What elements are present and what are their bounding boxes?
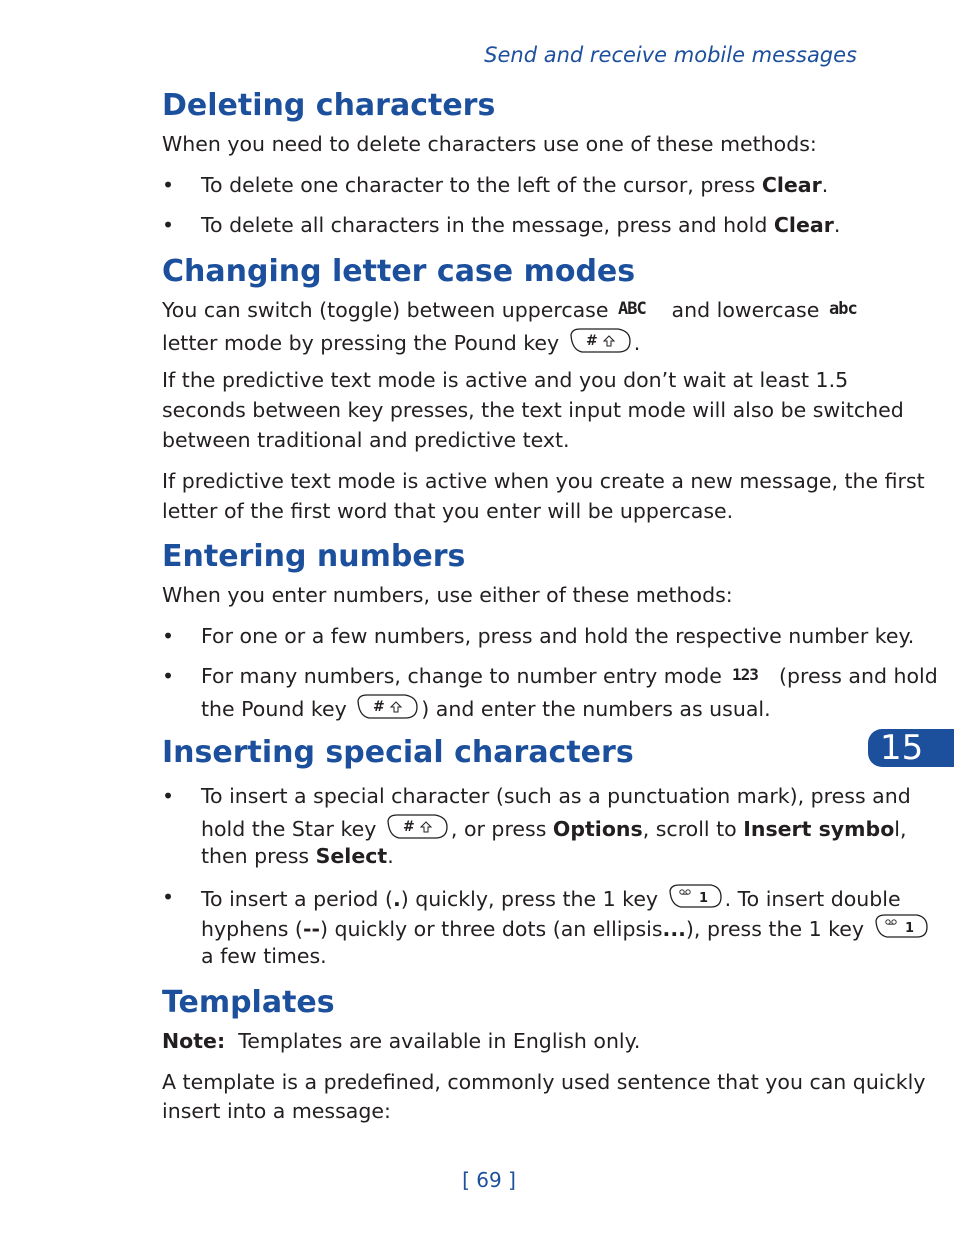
number-mode-icon xyxy=(730,662,770,692)
special-bullet-2-line-3: a few times. xyxy=(201,944,327,968)
heading-templates: Templates xyxy=(162,985,335,1020)
options-label: Options xyxy=(552,817,643,841)
special-bullet-1-line-1: To insert a special character (such as a punctuation mark), press and xyxy=(201,784,911,808)
special-bullet-2-line-2: hyphens (--) quickly or three dots (an ellipsis...), press the 1 key 1 xyxy=(201,912,931,948)
svg-text:123: 123 xyxy=(732,665,759,684)
svg-text:abc: abc xyxy=(828,299,857,318)
case-paragraph-3-line-2: letter of the first word that you enter will be uppercase. xyxy=(162,499,734,523)
pound-key-icon xyxy=(355,691,419,729)
bullet-mark: • xyxy=(162,885,175,909)
svg-text:#: # xyxy=(373,699,385,715)
clear-key-label: Clear xyxy=(773,213,834,237)
bullet-mark: • xyxy=(162,664,175,688)
chapter-tab xyxy=(868,729,954,767)
case-paragraph-2-line-3: between traditional and predictive text. xyxy=(162,428,570,452)
star-key-icon xyxy=(385,811,449,849)
lowercase-mode-icon xyxy=(828,296,874,326)
running-header: Send and receive mobile messages xyxy=(484,43,857,67)
bullet-mark: • xyxy=(162,173,175,197)
templates-paragraph-line-1: A template is a predefined, commonly used sentence that you can quickly xyxy=(162,1070,926,1094)
bullet-mark: • xyxy=(162,624,175,648)
numbers-bullet-2-line-1: For many numbers, change to number entry mode 123 (press and hold xyxy=(201,661,938,692)
note-label: Note: xyxy=(162,1029,226,1053)
case-paragraph-line-1: You can switch (toggle) between uppercase ABC and lowercase abc xyxy=(162,295,876,326)
clear-key-label: Clear xyxy=(761,173,822,197)
heading-changing-letter-case: Changing letter case modes xyxy=(162,254,636,289)
heading-inserting-special-characters: Inserting special characters xyxy=(162,735,634,770)
one-key-icon xyxy=(873,912,929,948)
bullet-mark: • xyxy=(162,213,175,237)
deleting-intro: When you need to delete characters use one of these methods: xyxy=(162,132,817,156)
heading-entering-numbers: Entering numbers xyxy=(162,539,466,574)
bullet-mark: • xyxy=(162,784,175,808)
svg-text:1: 1 xyxy=(904,921,914,936)
chapter-number: 15 xyxy=(880,728,924,768)
uppercase-mode-icon xyxy=(617,296,663,326)
svg-text:#: # xyxy=(585,333,598,349)
case-paragraph-2-line-2: seconds between key presses, the text input mode will also be switched xyxy=(162,398,904,422)
special-bullet-1-line-3: then press Select. xyxy=(201,844,394,868)
templates-note: Note: Templates are available in English only. xyxy=(162,1029,641,1053)
case-paragraph-2-line-1: If the predictive text mode is active and you don’t wait at least 1.5 xyxy=(162,368,849,392)
deleting-bullet-1: To delete one character to the left of the cursor, press Clear. xyxy=(201,173,829,197)
templates-paragraph-line-2: insert into a message: xyxy=(162,1099,391,1123)
special-bullet-1-line-2: hold the Star key # , or press Options, scroll to Insert symbol, xyxy=(201,811,907,849)
numbers-intro: When you enter numbers, use either of these methods: xyxy=(162,583,733,607)
page-number: [ 69 ] xyxy=(462,1168,516,1192)
numbers-bullet-1: For one or a few numbers, press and hold the respective number key. xyxy=(201,624,915,648)
svg-text:ABC: ABC xyxy=(618,299,646,318)
svg-text:#: # xyxy=(402,819,415,835)
special-bullet-2-line-1: To insert a period (.) quickly, press the 1 key 1 . To insert double xyxy=(201,882,901,918)
select-label: Select xyxy=(315,844,388,868)
heading-deleting-characters: Deleting characters xyxy=(162,88,496,123)
pound-key-icon xyxy=(568,325,632,363)
svg-text:1: 1 xyxy=(698,891,708,906)
case-paragraph-3-line-1: If predictive text mode is active when you create a new message, the first xyxy=(162,469,925,493)
numbers-bullet-2-line-2: the Pound key # ) and enter the numbers as usual. xyxy=(201,691,771,729)
insert-symbol-label: Insert symbo xyxy=(743,817,895,841)
case-paragraph-line-2: letter mode by pressing the Pound key # . xyxy=(162,325,640,363)
deleting-bullet-2: To delete all characters in the message, press and hold Clear. xyxy=(201,213,841,237)
